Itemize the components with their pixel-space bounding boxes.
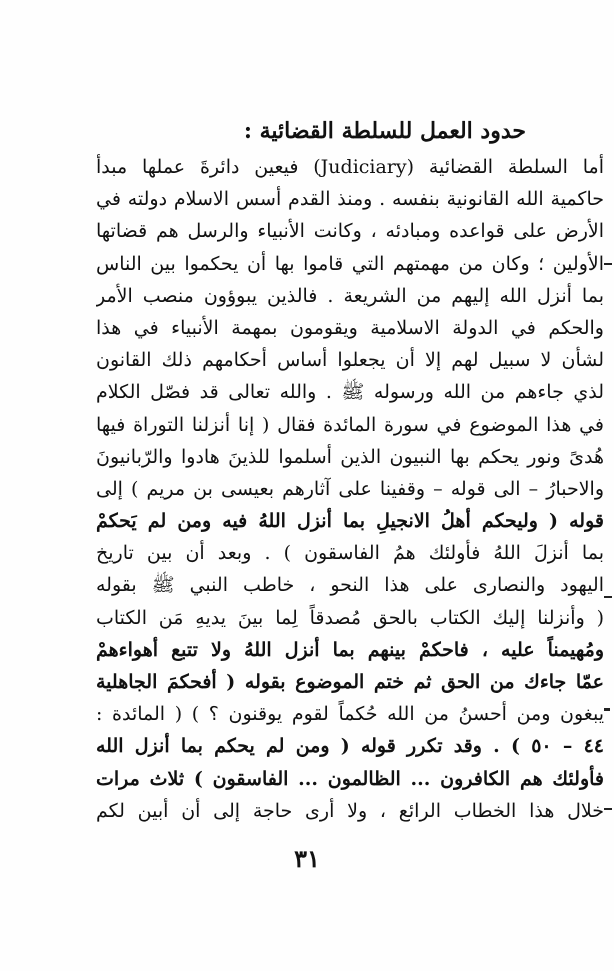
text-line: خلال هذا الخطاب الرائع ، ولا أرى حاجة إلى أن أبين لكم <box>96 799 604 822</box>
text-line: الأرض على قواعده ومبادئه ، وكانت الأنبياء والرسل هم قضاتها <box>96 220 604 243</box>
text-line: اليهود والنصارى على هذا النحو ، خاطب النبي ﷺ بقوله <box>96 574 604 597</box>
text-line: في هذا الموضوع في سورة المائدة فقال ( إنا أنزلنا التوراة فيها <box>96 413 604 436</box>
text-line: عمّا جاءك من الحق ثم ختم الموضوع بقوله ( أفحكمَ الجاهلية <box>96 671 604 693</box>
text-line: بما أنزلَ اللهُ فأولئك همُ الفاسقون ) . وبعد أن بين تاريخ <box>96 542 604 565</box>
page-number: ٣١ <box>294 844 320 873</box>
margin-mark <box>604 596 612 598</box>
margin-mark <box>604 263 612 265</box>
margin-mark <box>604 808 612 810</box>
text-line: حاكمية الله القانونية بنفسه . ومنذ القدم أسس الاسلام دولته في <box>96 188 604 211</box>
text-line: قوله ( وليحكم أهلُ الانجيلِ بما أنزل اللهُ فيه ومن لم يَحكمْ <box>96 510 604 533</box>
text-line: والاحبارُ – الى قوله – وقفينا على آثارهم بعيسى بن مريم ) إلى <box>96 477 604 500</box>
body-text <box>96 151 604 827</box>
text-line: يبغون ومن أحسنُ من الله حُكماً لقوم يوقنون ؟ ) ( المائدة : <box>96 703 604 726</box>
section-heading: حدود العمل للسلطة القضائية : <box>243 118 526 144</box>
text-line: فأولئك هم الكافرون ... الظالمون ... الفاسقون ) ثلاث مرات <box>96 767 604 790</box>
text-line: ومُهيمناً عليه ، فاحكمْ بينهم بما أنزل اللهُ ولا تتبع أهواءهمْ <box>96 638 604 661</box>
text-line: بما أنزل الله إليهم من الشريعة . فالذين يبوؤون منصب الأمر <box>96 284 604 307</box>
text-line: لذي جاءهم من الله ورسوله ﷺ . والله تعالى قد فصّل الكلام <box>96 381 604 404</box>
text-line: أما السلطة القضائية (Judiciary) فيعين دائرةَ عملها مبدأ <box>96 156 604 178</box>
text-line: والحكم في الدولة الاسلامية ويقومون بمهمة الأنبياء في هذا <box>96 316 604 339</box>
text-line: ( وأنزلنا إليك الكتاب بالحق مُصدقاً لِما بينَ يديهِ مَن الكتاب <box>96 606 604 629</box>
text-line: الأولين ؛ وكان من مهمتهم التي قاموا بها أن يحكموا بين الناس <box>96 252 604 275</box>
margin-mark <box>604 708 610 711</box>
text-line: لشأن لا سبيل لهم إلا أن يجعلوا أساس أحكامهم ذلك القانون <box>96 349 604 372</box>
text-line: ٤٤ – ٥٠ ) . وقد تكرر قوله ( ومن لم يحكم بما أنزل الله <box>96 735 604 758</box>
text-line: هُدىً ونور يحكم بها النبيون الذين أسلموا للذينَ هادوا والرّبانيونَ <box>96 445 604 468</box>
